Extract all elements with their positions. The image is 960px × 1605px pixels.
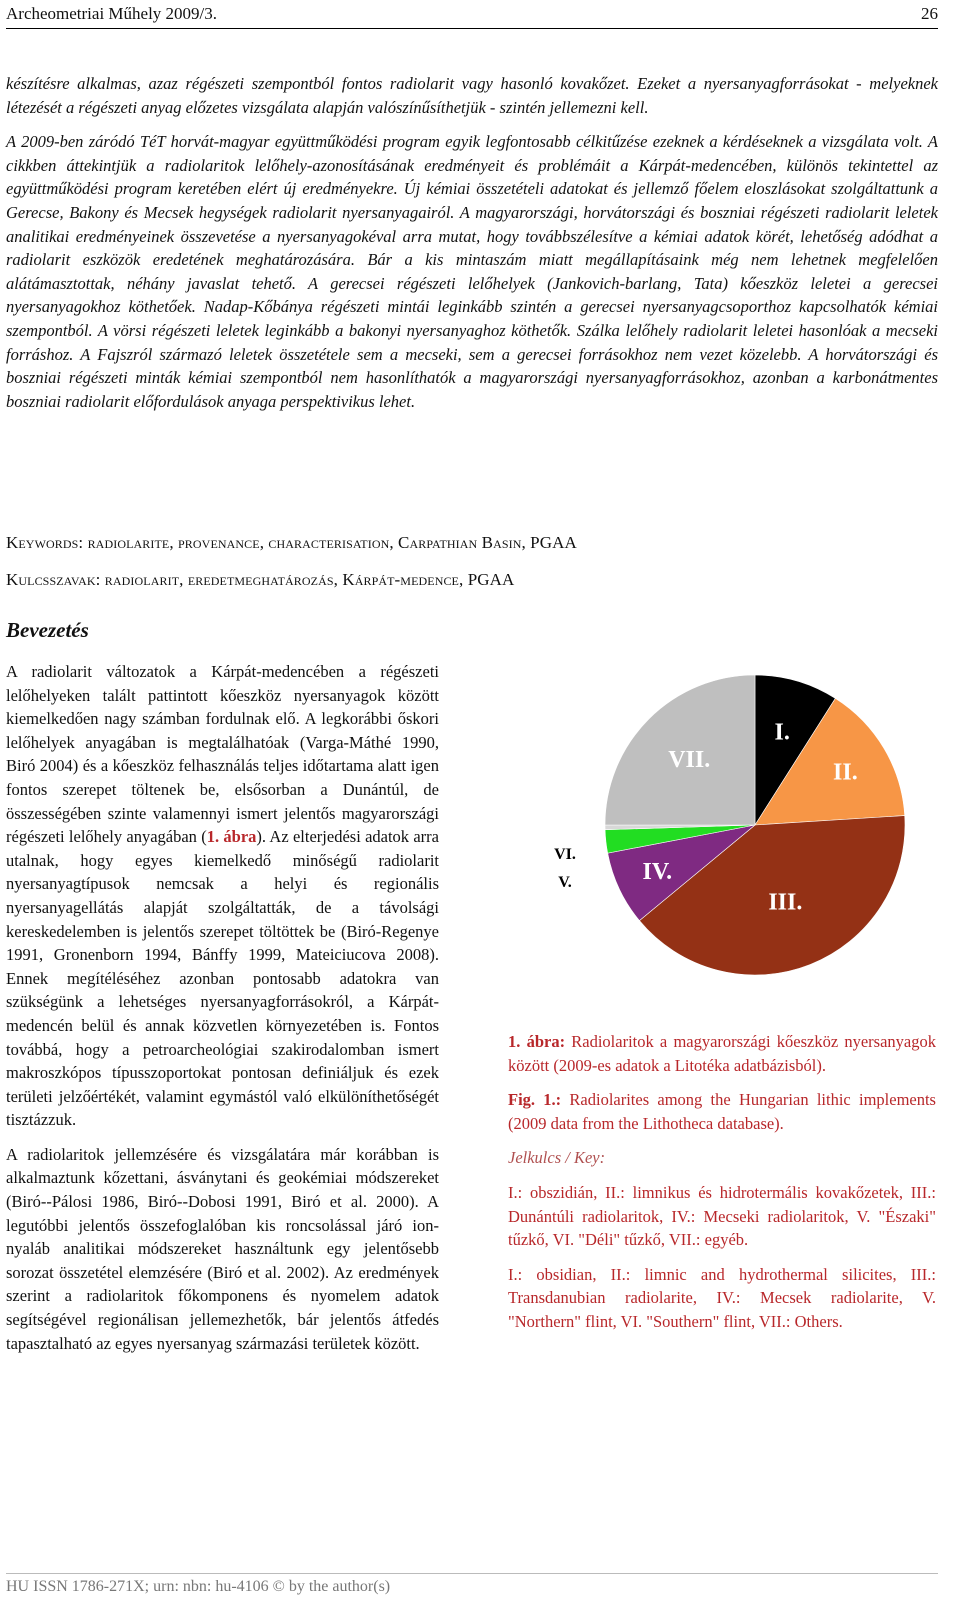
pie-chart bbox=[525, 660, 945, 980]
body-paragraph: A radiolaritok jellemzésére és vizsgálatára már korábban is alkalmaztunk kőzettani, ásványtani és geokémiai módszereket (Biró--Pálosi 1986, Biró--Dobosi 1991, Biró et al. 2000). A legutóbbi jelentős összefoglalóban kis roncsolással járó ion-nyaláb analitikai módszereket használtunk egy jelentősebb sorozat összetétel elemzésére (Biró et al. 2002). Az eredmények szerint a radiolaritok főkomponens és nyomelem adatok segítségével regionálisan jellemezhetők, bár jelentős átfedés tapasztalható az egyes nyersanyag származási területek között. bbox=[6, 1144, 439, 1353]
pie-label-1: I. bbox=[774, 719, 790, 746]
journal-title: Archeometriai Műhely 2009/3. bbox=[6, 4, 218, 23]
abstract-paragraph: A 2009-ben záródó TéT horvát-magyar együttműködési program egyik legfontosabb célkitűzése ezeknek a kérdéseknek a vizsgálata volt. A cikkben áttekintjük a radiolaritok lelőhely-azonosításának eredményeit és problémáit a Kárpát-medencében, különös tekintettel az együttműködési program keretében elért új eredményekre. Új kémiai összetételi adatokat és jellemző főelem eloszlásokat szolgáltattunk a Gerecse, Bakony és Mecsek hegységek radiolarit nyersanyagairól. A magyarországi, horvátországi és boszniai régészeti radiolarit leletek analitikai eredményeinek összevetése a nyersanyagokéval arra mutat, hogy továbbszélesítve a kémiai adatok körét, lehetőség adódhat a radiolarit eszközök eredetének meghatározására. Bár a kis mintaszám miatt megállapításaink még nem lehetnek megfelelően alátámasztottak, néhány javaslat tehető. A gerecsei régészeti lelőhelyek (Jankovich-barlang, Tata) kőeszköz leletei a gerecsei nyersanyagokhoz köthetőek. Nadap-Kőbánya régészeti mintái leginkább szintén a gerecsei nyersanyagcsoporthoz kapcsolhatók kémiai szempontból. A vörsi régészeti leletek leginkább a bakonyi nyersanyaghoz köthetők. Szálka lelőhely radiolarit leletei hasonlóak a mecseki forráshoz. A Fajszról származó leletek összetétele sem a mecseki, sem a gerecsei forrásokhoz nem vezet közelebb. A horvátországi és boszniai régészeti minták kémiai szempontból nem hasonlíthatók a magyarországi nyersanyagforrásokhoz, azonban a karbonátmentes boszniai radiolarit előfordulások anyaga perspektivikus lehet. bbox=[6, 132, 938, 411]
figure-caption bbox=[508, 1030, 936, 1345]
page-header bbox=[6, 2, 938, 29]
pie-label-3: III. bbox=[768, 889, 803, 916]
footer-divider bbox=[6, 1573, 938, 1574]
pie-slices bbox=[605, 675, 905, 975]
pie-label-4: IV. bbox=[642, 858, 673, 885]
figure-reference-link[interactable]: 1. ábra bbox=[206, 827, 257, 847]
pie-label-2: II. bbox=[833, 759, 858, 786]
page-footer: HU ISSN 1786-271X; urn: nbn: hu-4106 © by the author(s) bbox=[6, 1578, 391, 1595]
key-hungarian: I.: obszidián, II.: limnikus és hidrotermális kovakőzetek, III.: Dunántúli radiolaritok, IV.: Mecseki radiolaritok, V. "Északi" tűzkő, VI. "Déli" tűzkő, VII.: egyéb. bbox=[508, 1182, 936, 1250]
abstract-paragraph: készítésre alkalmas, azaz régészeti szempontból fontos radiolarit vagy hasonló kovakőzet. Ezeket a nyersanyagforrásokat - melyeknek létezését a régészeti anyag előzetes vizsgálata alapján valószínűsíthetjük - szintén jellemezni kell. bbox=[6, 74, 938, 117]
section-title: Bevezetés bbox=[6, 618, 89, 642]
key-english: I.: obsidian, II.: limnic and hydrothermal silicites, III.: Transdanubian radiolarite, IV.: Mecsek radiolarite, V. "Northern" flint, VI. "Southern" flint, VII.: Others. bbox=[508, 1264, 936, 1331]
caption-hungarian bbox=[508, 1030, 936, 1077]
body-text-run: A radiolarit változatok a Kárpát-medencében a régészeti lelőhelyeken talált pattintott kőeszköz nyersanyagok között kiemelkedően nagy számban fordulnak elő. A legkorábbi őskori lelőhelyek anyagában is megtalálhatóak (Varga-Máthé 1990, Biró 2004) és a kőeszköz felhasználás teljes időtartama alatt igen fontos szerepet töltenek be, elsősorban a Dunántúl, de összességében szinte valamennyi ismert jelentős magyarországi régészeti lelőhely anyagában ( bbox=[6, 662, 439, 847]
caption-label: Fig. 1.: bbox=[508, 1090, 562, 1110]
body-paragraph bbox=[6, 660, 439, 1132]
body-text bbox=[6, 660, 439, 1366]
keywords-english: Keywords: radiolarite, provenance, characterisation, Carpathian Basin, PGAA bbox=[6, 533, 577, 552]
pie-label-7: VII. bbox=[668, 747, 711, 774]
abstract bbox=[6, 72, 938, 424]
keywords-hungarian: Kulcsszavak: radiolarit, eredetmeghatározás, Kárpát-medence, PGAA bbox=[6, 570, 515, 589]
pie-label-6: VI. bbox=[554, 846, 576, 863]
body-text-run: ). Az elterjedési adatok arra utalnak, hogy egyes kiemelkedő minőségű radiolarit nyersanyagtípusok nemcsak a helyi és regionális nyersanyagellátás alapját szolgáltatták, de a távolsági kereskedelemben is jelentős szerepet töltöttek be (Biró-Regenye 1991, Gronenborn 1994, Bánffy 1999, Mateiciucova 2008). Ennek megítéléséhez azonban pontosabb adatokra van szükségünk a lehetséges nyersanyagforrásokról, a Kárpát-medencén belül és annak közvetlen környezetében is. Fontos továbbá, hogy a petroarcheológiai szakirodalomban ismert makroszkópos típusszoportokat pontosan definiáljuk és ezek területi jelzőértékét, valamint egymástól való elkülöníthetőségét tisztázzuk. bbox=[6, 827, 439, 1130]
caption-text: Radiolarites among the Hungarian lithic implements (2009 data from the Lithotheca database). bbox=[508, 1090, 936, 1133]
pie-label-5: V. bbox=[558, 874, 572, 891]
key-title: Jelkulcs / Key: bbox=[508, 1148, 606, 1168]
caption-english bbox=[508, 1088, 936, 1135]
caption-text: Radiolaritok a magyarországi kőeszköz nyersanyagok között (2009-es adatok a Litotéka adatbázisból). bbox=[508, 1032, 936, 1075]
page-number: 26 bbox=[921, 4, 938, 23]
caption-label: 1. ábra: bbox=[508, 1032, 566, 1051]
